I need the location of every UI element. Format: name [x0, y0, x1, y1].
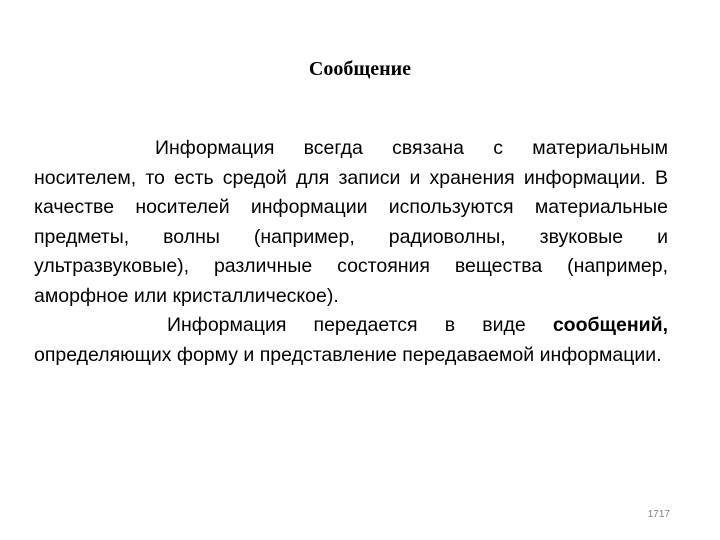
paragraph-2-start: Информация передается в виде [167, 314, 553, 336]
paragraph-2-end: определяющих форму и представление передаваемой информации. [34, 343, 662, 366]
paragraph-2 [34, 311, 668, 370]
slide-body [34, 134, 668, 370]
page-number: 1717 [647, 509, 670, 520]
slide-title: Сообщение [308, 58, 412, 80]
paragraph-1: Информация всегда связана с материальным носителем, то есть средой для записи и хранения информации. В качестве носителей информации используются материальные предметы, волны (например, радиоволны, звуковые и ультразвуковые), различные состояния вещества (например, аморфное или кристаллическое). [34, 137, 668, 307]
paragraph-2-bold-term: сообщений, [552, 314, 668, 336]
